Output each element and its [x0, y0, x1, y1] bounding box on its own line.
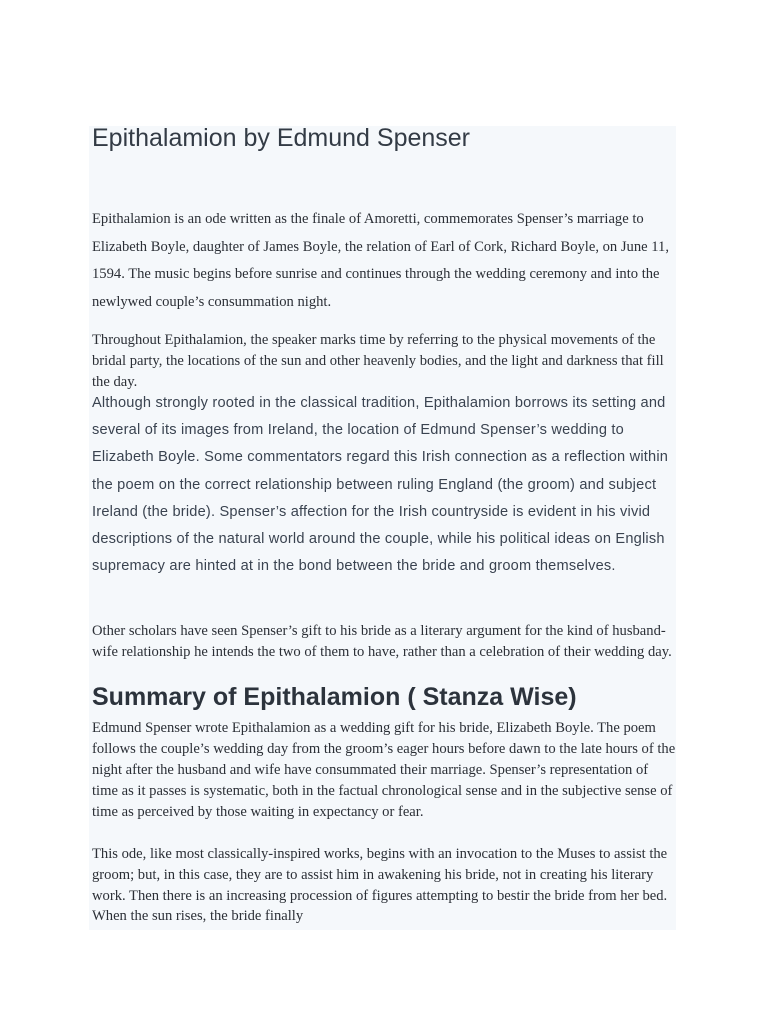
page-title: Epithalamion by Edmund Spenser — [92, 124, 471, 152]
scholars-paragraph: Other scholars have seen Spenser’s gift to his bride as a literary argument for the kind of husband-wife relationship he intends the two of them to have, rather than a celebration of their wedding day. — [92, 623, 672, 660]
time-paragraph: Throughout Epithalamion, the speaker marks time by referring to the physical movements of the bridal party, the locations of the sun and other heavenly bodies, and the light and darkness that fill the day. — [92, 332, 664, 390]
ireland-paragraph: Although strongly rooted in the classical tradition, Epithalamion borrows its setting and several of its images from Ireland, the location of Edmund Spenser’s wedding to Elizabeth Boyle. Some commentators regard this Irish connection as a reflection within the poem on the correct relationship between ruling England (the groom) and subject Ireland (the bride). Spenser’s affection for the Irish countryside is evident in his vivid descriptions of the natural world around the couple, while his political ideas on English supremacy are hinted at in the bond between the bride and groom themselves. — [92, 395, 669, 575]
summary-paragraph: Edmund Spenser wrote Epithalamion as a wedding gift for his bride, Elizabeth Boyle. The poem follows the couple’s wedding day from the groom’s eager hours before dawn to the late hours of the night after the husband and wife have consummated their marriage. Spenser’s representation of time as it passes is systematic, both in the factual chronological sense and in the subjective sense of time as perceived by those waiting in expectancy or fear. — [92, 720, 676, 820]
summary-heading: Summary of Epithalamion ( Stanza Wise) — [92, 683, 577, 711]
ode-paragraph: This ode, like most classically-inspired works, begins with an invocation to the Muses to assist the groom; but, in this case, they are to assist him in awakening his bride, not in creating his literary work. Then there is an increasing procession of figures attempting to bestir the bride from her bed. When the sun rises, the bride finally — [92, 846, 668, 925]
intro-paragraph: Epithalamion is an ode written as the finale of Amoretti, commemorates Spenser’s marriage to Elizabeth Boyle, daughter of James Boyle, the relation of Earl of Cork, Richard Boyle, on June 11, 1594. The music begins before sunrise and continues through the wedding ceremony and into the newlywed couple’s consummation night. — [92, 211, 669, 310]
